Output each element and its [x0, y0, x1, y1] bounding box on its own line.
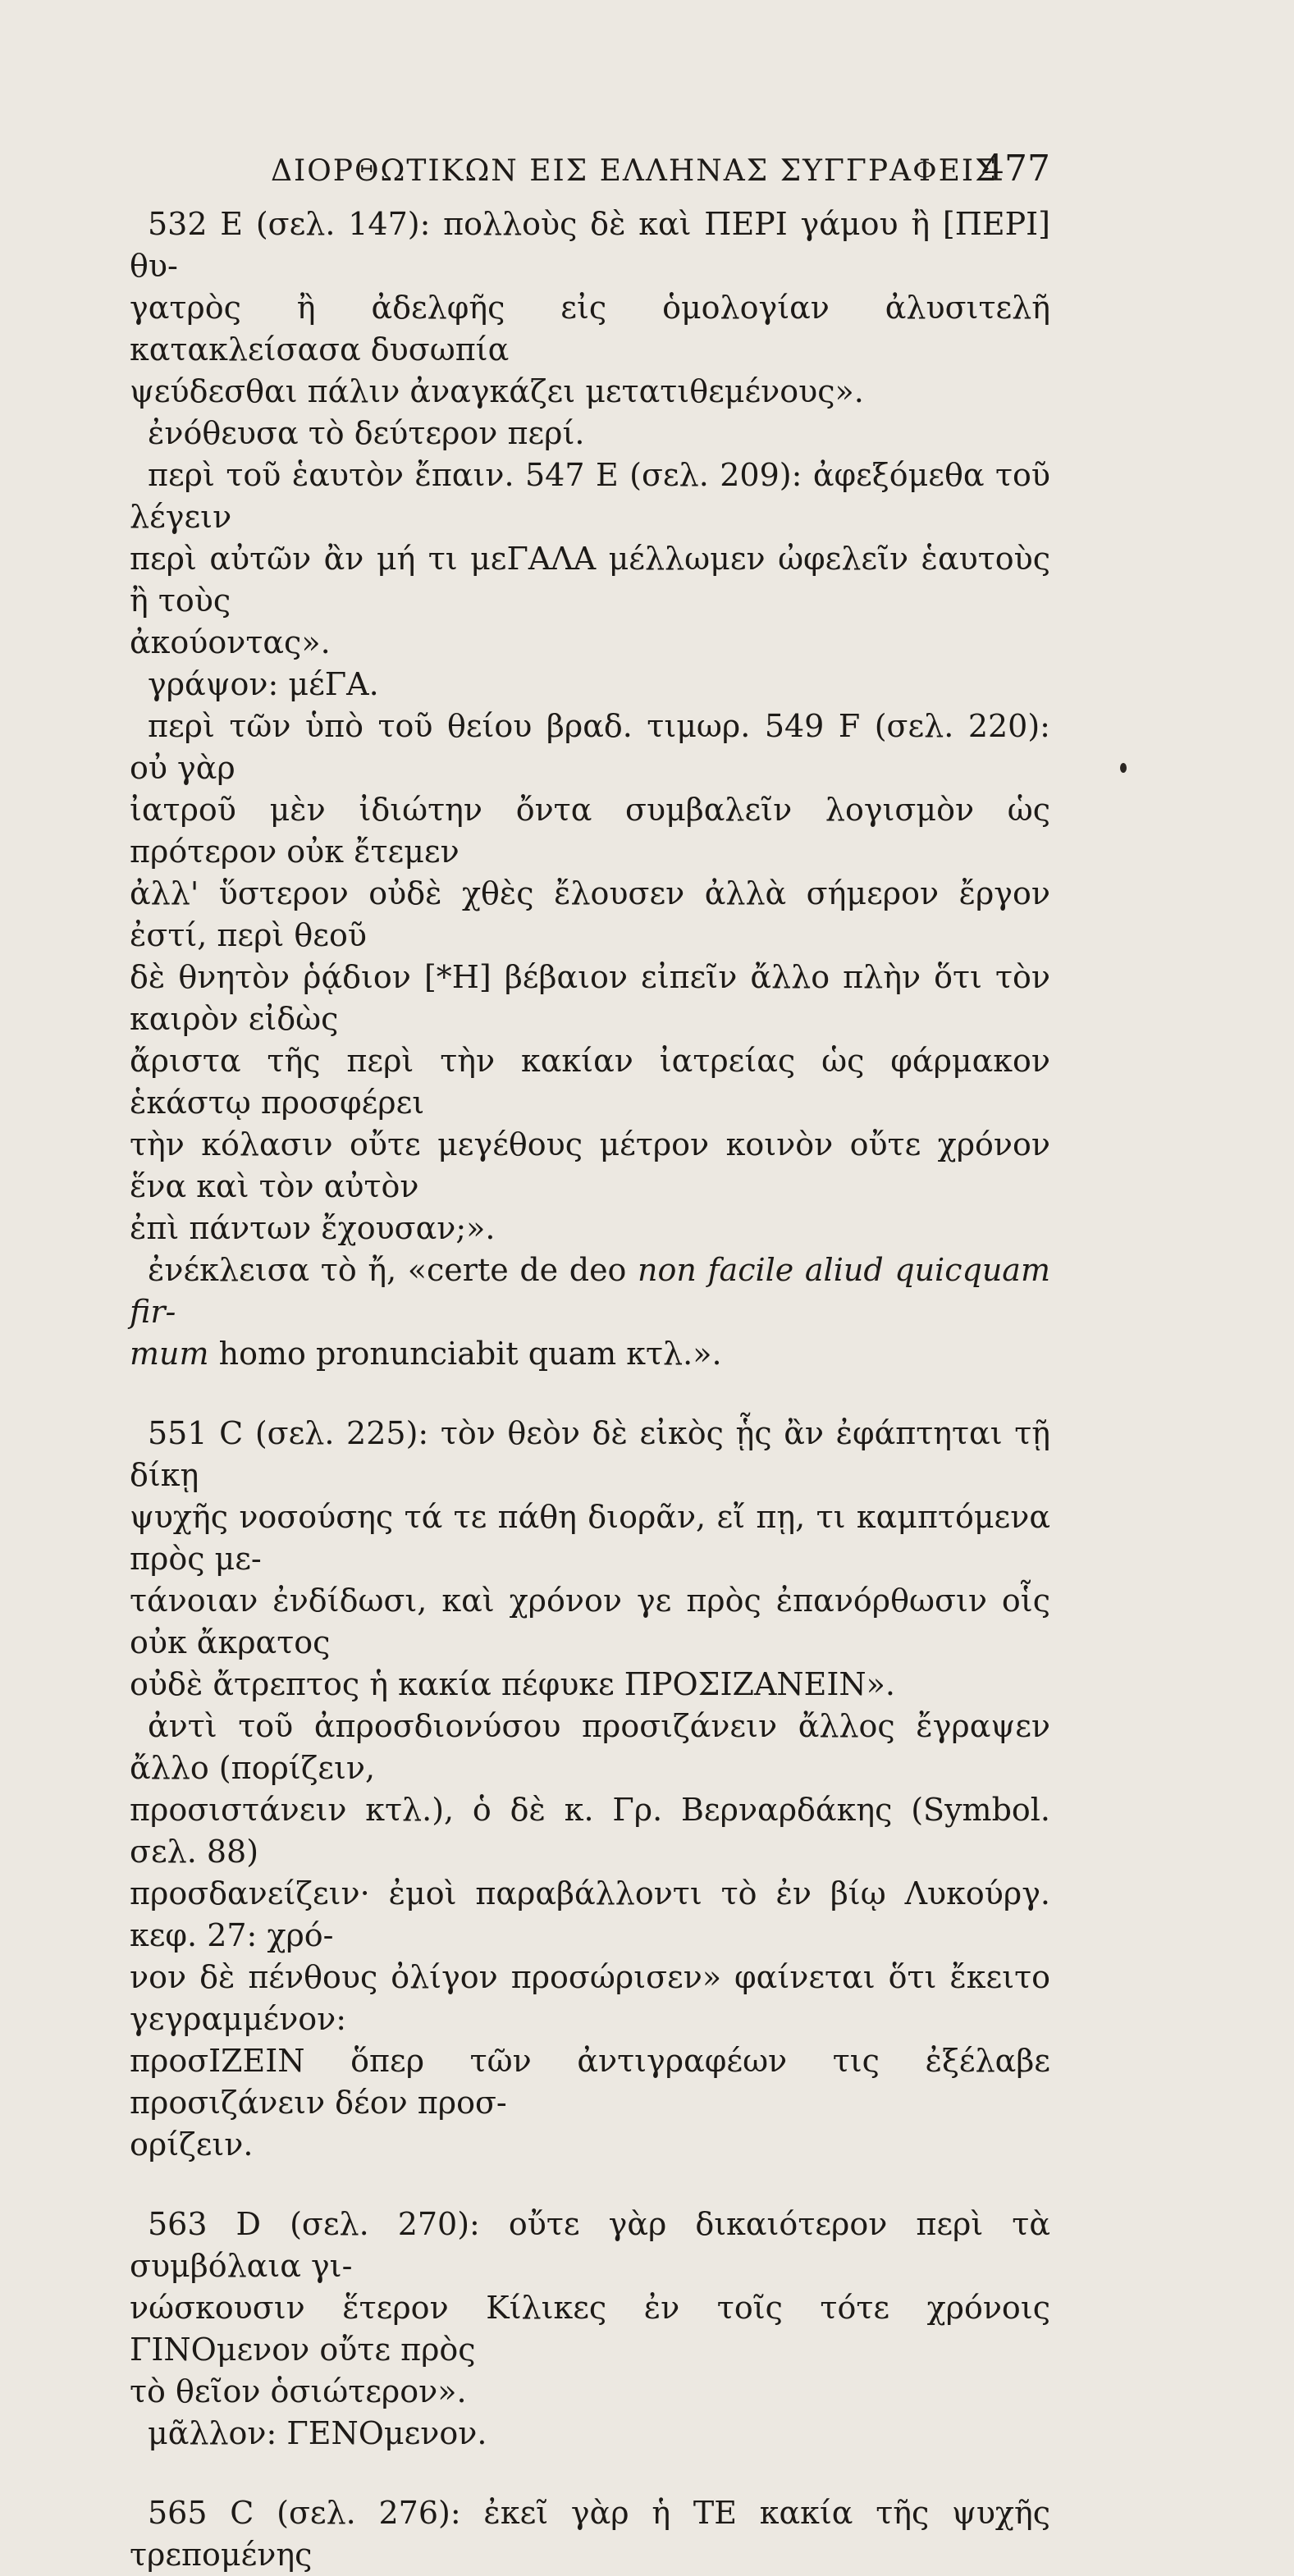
text-line: περὶ τοῦ ἑαυτὸν ἔπαιν. 547 E (σελ. 209): ἀφεξόμεθα τοῦ λέγειν — [130, 457, 1050, 535]
text-line: ἄριστα τῆς περὶ τὴν κακίαν ἰατρείας ὡς φάρμακον ἑκάστῳ προσφέρει — [130, 1043, 1050, 1121]
text-line: (σελ. 147): πολλοὺς δὲ καὶ ΠΕΡΙ γάμου ἢ [ΠΕΡΙ] θυ- — [130, 206, 1050, 284]
running-title: ΔΙΟΡΘΩΤΙΚΩΝ ΕΙΣ ΕΛΛΗΝΑΣ ΣΥΓΓΡΑΦΕΙΣ — [271, 154, 998, 188]
text-line — [130, 1333, 1050, 1375]
text-line: οὐδὲ ἄτρεπτος ἡ κακία πέφυκε ΠΡΟΣΙΖΑΝΕΙΝ». — [130, 1666, 895, 1702]
text-line: ορίζειν. — [130, 2126, 254, 2163]
text-line: ἰατροῦ μὲν ἰδιώτην ὄντα συμβαλεῖν λογισμὸν ὡς πρότερον οὐκ ἔτεμεν — [130, 792, 1050, 870]
latin-italic: non facile aliud quicquam fir- — [130, 1252, 1050, 1330]
running-header — [271, 146, 1050, 195]
entry-ref: 532 E — [148, 206, 244, 242]
text-line: δὲ θνητὸν ῥᾴδιον [*Η] βέβαιον εἰπεῖν ἄλλο πλὴν ὅτι τὸν καιρὸν εἰδὼς — [130, 959, 1050, 1037]
entry-ref: 563 D — [148, 2206, 262, 2242]
ink-speck — [1120, 763, 1127, 773]
page-number: 477 — [981, 148, 1050, 190]
latin-italic: mum — [130, 1336, 209, 1372]
text-line: προσδανείζειν· ἐμοὶ παραβάλλοντι τὸ ἐν βίῳ Λυκούργ. κεφ. 27: χρό- — [130, 1875, 1050, 1953]
text-fragment: homo pronunciabit quam κτλ.». — [218, 1336, 722, 1372]
entry-532 — [130, 203, 1050, 287]
text-line: μᾶλλον: ΓΕΝΟμενον. — [148, 2415, 487, 2451]
text-line — [130, 1249, 1050, 1333]
entry-551 — [130, 1413, 1050, 1496]
text-line: γατρὸς ἢ ἀδελφῆς εἰς ὁμολογίαν ἀλυσιτελῆ κατακλείσασα δυσωπία — [130, 290, 1050, 368]
text-line: προσιστάνειν κτλ.), ὁ δὲ κ. Γρ. Βερναρδάκης (Symbol. σελ. 88) — [130, 1792, 1050, 1870]
text-line: περὶ αὐτῶν ἂν μή τι μεΓΑΛΑ μέλλωμεν ὠφελεῖν ἑαυτοὺς ἢ τοὺς — [130, 541, 1050, 619]
text-line: (σελ. 276): ἐκεῖ γὰρ ἡ ΤΕ κακία τῆς ψυχῆς τρεπομένης — [130, 2495, 1051, 2573]
text-fragment: ἐνέκλεισα τὸ ἤ, «certe de deo — [148, 1252, 627, 1288]
text-line: τὴν κόλασιν οὔτε μεγέθους μέτρον κοινὸν οὔτε χρόνον ἕνα καὶ τὸν αὐτὸν — [130, 1126, 1050, 1204]
text-line: γράψον: μέΓΑ. — [148, 666, 379, 702]
text-line: ἀντὶ τοῦ ἀπροσδιονύσου προσιζάνειν ἄλλος ἔγραψεν ἄλλο (πορίζειν, — [130, 1708, 1050, 1786]
text-line: (σελ. 270): οὔτε γὰρ δικαιότερον περὶ τὰ συμβόλαια γι- — [130, 2206, 1050, 2284]
text-line: νον δὲ πένθους ὀλίγον προσώρισεν» φαίνεται ὅτι ἔκειτο γεγραμμένον: — [130, 1959, 1050, 2037]
text-line: ἀκούοντας». — [130, 624, 331, 660]
entry-ref: 551 C — [148, 1415, 244, 1451]
entry-ref: 565 C — [148, 2495, 254, 2531]
entry-563 — [130, 2204, 1050, 2287]
text-line: τάνοιαν ἐνδίδωσι, καὶ χρόνον γε πρὸς ἐπανόρθωσιν οἷς οὐκ ἄκρατος — [130, 1583, 1050, 1660]
text-line: νώσκουσιν ἕτερον Κίλικες ἐν τοῖς τότε χρόνοις ΓΙΝΟμενον οὔτε πρὸς — [130, 2290, 1050, 2368]
text-line: προσΙΖΕΙΝ ὅπερ τῶν ἀντιγραφέων τις ἐξέλαβε προσιζάνειν δέον προσ- — [130, 2043, 1050, 2121]
text-line: περὶ τῶν ὑπὸ τοῦ θείου βραδ. τιμωρ. 549 F (σελ. 220): οὐ γὰρ — [130, 708, 1050, 786]
text-line: ἐνόθευσα τὸ δεύτερον περί. — [148, 415, 585, 451]
text-line: ψυχῆς νοσούσης τά τε πάθη διορᾶν, εἴ πῃ, τι καμπτόμενα πρὸς με- — [130, 1499, 1050, 1577]
page-body — [130, 203, 1050, 2576]
text-line: ἐπὶ πάντων ἔχουσαν;». — [130, 1210, 496, 1246]
text-line: ψεύδεσθαι πάλιν ἀναγκάζει μετατιθεμένους». — [130, 373, 864, 409]
entry-565 — [130, 2492, 1050, 2576]
text-line: (σελ. 225): τὸν θεὸν δὲ εἰκὸς ᾗς ἂν ἐφάπτηται τῇ δίκῃ — [130, 1415, 1050, 1493]
text-line: ἀλλ' ὕστερον οὐδὲ χθὲς ἔλουσεν ἀλλὰ σήμερον ἔργον ἐστί, περὶ θεοῦ — [130, 875, 1050, 953]
text-line: τὸ θεῖον ὁσιώτερον». — [130, 2373, 467, 2409]
